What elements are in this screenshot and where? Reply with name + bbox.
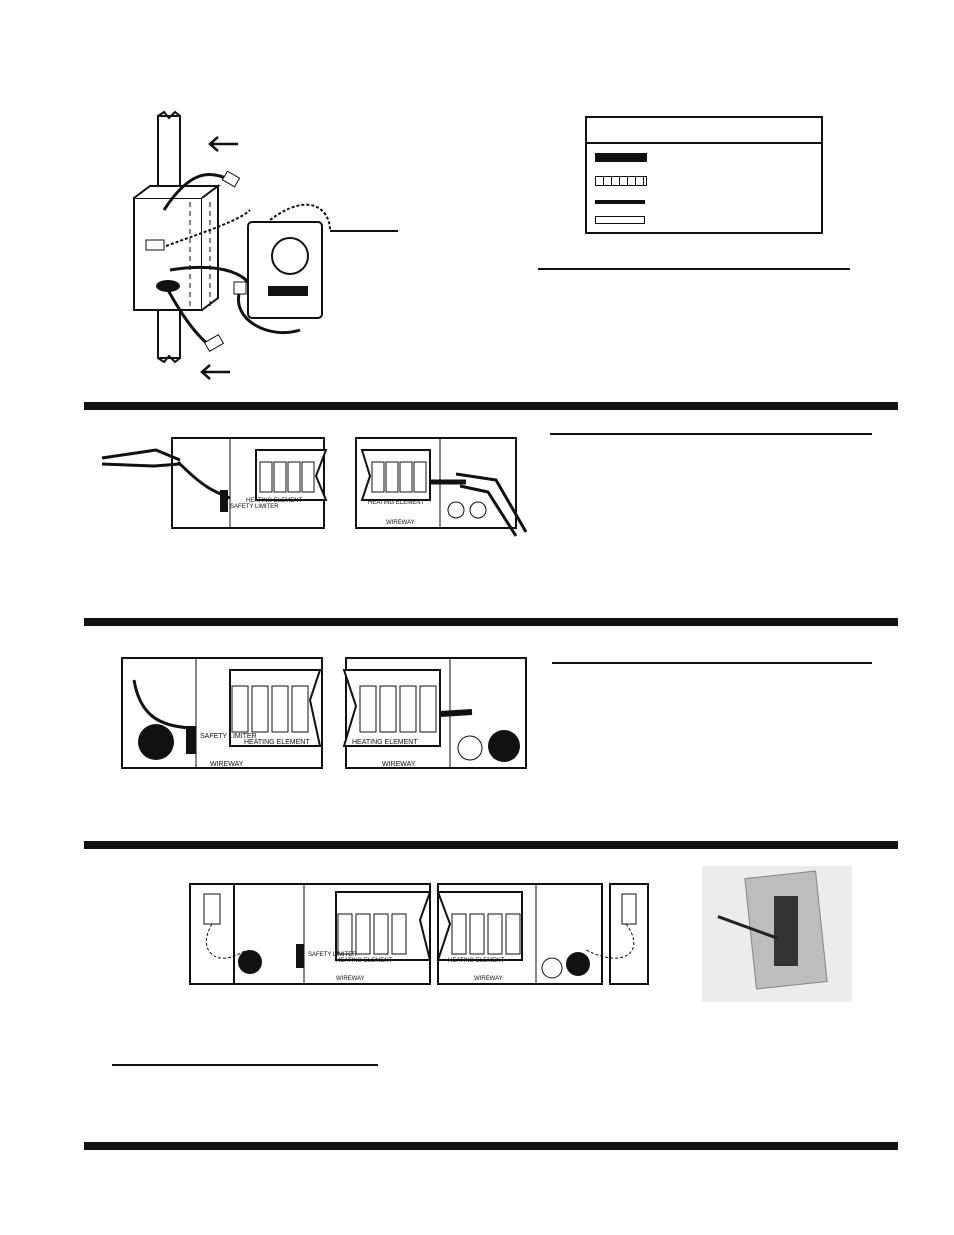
wireway-label-2: WIREWAY bbox=[210, 761, 244, 768]
heating-element-label-1: HEATING ELEMENT bbox=[246, 498, 303, 504]
wireway-label-3: WIREWAY bbox=[382, 761, 416, 768]
wire-legend bbox=[585, 116, 823, 234]
heating-element-label-5: HEATING ELEMENT bbox=[336, 958, 393, 964]
legend-header-divider bbox=[587, 142, 821, 144]
heating-element-label-4: HEATING ELEMENT bbox=[352, 739, 418, 746]
heating-element-label-6: HEATING ELEMENT bbox=[448, 958, 505, 964]
safety-limiter-label-1: SAFETY LIMITER bbox=[230, 504, 279, 510]
section3-caption-underline bbox=[552, 662, 872, 664]
legend-swatch-white bbox=[595, 216, 645, 224]
section-divider bbox=[84, 1142, 898, 1150]
thermostat-wiring-diagram bbox=[120, 110, 420, 390]
thermostat-photo-unit bbox=[774, 896, 798, 966]
section-divider bbox=[84, 618, 898, 626]
legend-swatch-dashed bbox=[595, 176, 647, 186]
legend-caption-underline bbox=[538, 268, 850, 270]
wire-removal-diagram bbox=[96, 420, 536, 544]
switch-wiring-diagram bbox=[186, 880, 652, 990]
heating-element-label-2: HEATING ELEMENT bbox=[368, 500, 425, 506]
callout-underline bbox=[330, 230, 398, 232]
thermostat-photo bbox=[702, 866, 852, 1002]
section-divider bbox=[84, 841, 898, 849]
legend-swatch-solid bbox=[595, 153, 647, 162]
legend-swatch-thin bbox=[595, 200, 645, 204]
section-divider bbox=[84, 402, 898, 410]
heating-element-label-3: HEATING ELEMENT bbox=[244, 739, 310, 746]
section2-caption-underline bbox=[550, 433, 872, 435]
wire-connection-diagram bbox=[120, 656, 530, 774]
wireway-label-5: WIREWAY bbox=[474, 976, 503, 982]
safety-limiter-label-3: SAFETY LIMITER bbox=[308, 952, 357, 958]
safety-limiter-label-2: SAFETY LIMITER bbox=[200, 733, 257, 740]
wireway-label-1: WIREWAY bbox=[386, 520, 415, 526]
wireway-label-4: WIREWAY bbox=[336, 976, 365, 982]
section4-caption-underline bbox=[112, 1064, 378, 1066]
